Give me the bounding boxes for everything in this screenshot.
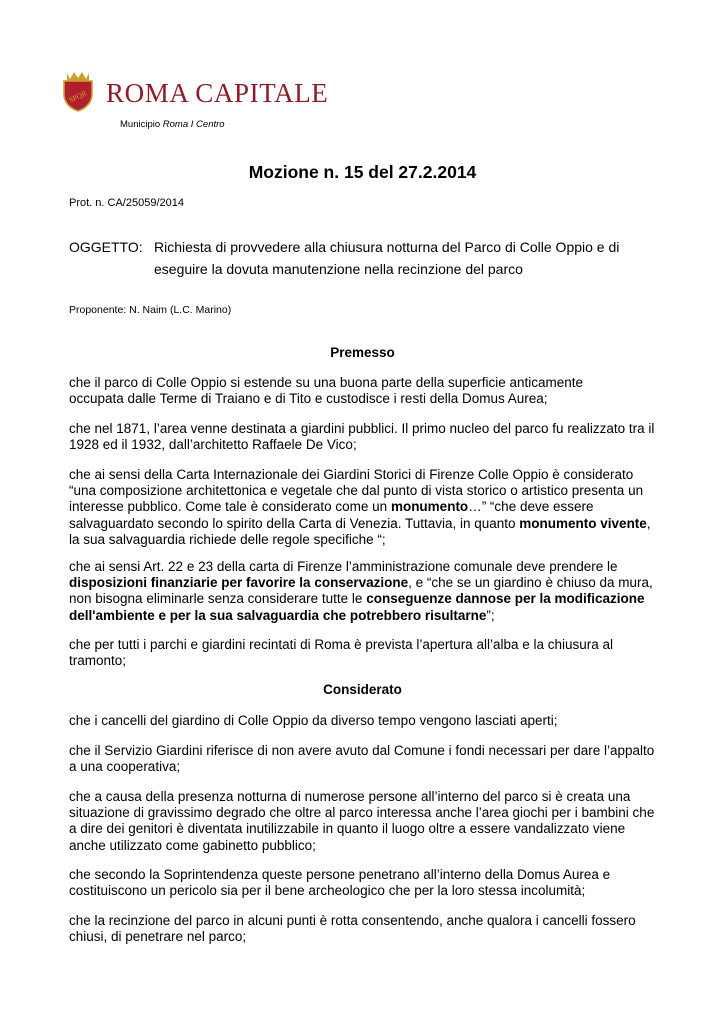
subject-line: eseguire la dovuta manutenzione nella recinzione del parco bbox=[154, 260, 523, 277]
section-heading-premesso: Premesso bbox=[330, 345, 395, 360]
paragraph: che il parco di Colle Oppio si estende su una buona parte della superficie anticamente occupata dalle Terme di Traiano e di Tito e custodisce i resti della Domus Aurea; bbox=[69, 375, 584, 407]
paragraph: che nel 1871, l’area venne destinata a giardini pubblici. Il primo nucleo del parco fu realizzato tra il 1928 ed il 1932, dall’architetto Raffaele De Vico; bbox=[69, 421, 655, 453]
municipio-label: Municipio Roma I Centro bbox=[120, 119, 225, 130]
subject-label: OGGETTO: bbox=[69, 239, 143, 255]
paragraph: che a causa della presenza notturna di numerose persone all’interno del parco si è creata una situazione di gravissimo degrado che oltre al parco interessa anche l’area giochi per i bambini che a dire dei genitori è diventata inutilizzabile in quanto il luogo oltre a essere vandalizzato viene anche utilizzato come gabinetto pubblico; bbox=[69, 789, 655, 853]
logo-text: ROMA CAPITALE bbox=[106, 78, 329, 108]
svg-text:SPQR: SPQR bbox=[67, 88, 89, 105]
paragraph: che il Servizio Giardini riferisce di non avere avuto dal Comune i fondi necessari per dare l’appalto a una cooperativa; bbox=[69, 743, 655, 775]
paragraph: che ai sensi della Carta Internazionale dei Giardini Storici di Firenze Colle Oppio è considerato “una composizione architettonica e vegetale che dal punto di vista storico o artistico presenta un interesse pubblico. Come tale è considerato come un monumento…” “che deve essere salvaguardato secondo lo spirito della Carta di Venezia. Tuttavia, in quanto monumento vivente, la sua salvaguardia richiede delle regole specifiche “; bbox=[69, 467, 651, 547]
paragraph: che ai sensi Art. 22 e 23 della carta di Firenze l’amministrazione comunale deve prendere le disposizioni finanziarie per favorire la conservazione, e “che se un giardino è chiuso da mura, non bisogna eliminarle senza considerare tutte le conseguenze dannose per la modificazione dell'ambiente e per la sua salvaguardia che potrebbero risultarne”; bbox=[69, 559, 653, 623]
subject-line: Richiesta di provvedere alla chiusura notturna del Parco di Colle Oppio e di bbox=[154, 239, 620, 255]
paragraph: che la recinzione del parco in alcuni punti è rotta consentendo, anche qualora i cancelli fossero chiusi, di penetrare nel parco; bbox=[69, 913, 636, 945]
section-heading-considerato: Considerato bbox=[323, 682, 402, 697]
paragraph: che secondo la Soprintendenza queste persone penetrano all’interno della Domus Aurea e costituiscono un pericolo sia per il bene archeologico che per la loro stessa incolumità; bbox=[69, 867, 611, 899]
proponente: Proponente: N. Naim (L.C. Marino) bbox=[69, 304, 232, 316]
subject-block bbox=[69, 237, 669, 280]
page-title: Mozione n. 15 del 27.2.2014 bbox=[248, 162, 477, 182]
paragraph: che i cancelli del giardino di Colle Oppio da diverso tempo vengono lasciati aperti; bbox=[69, 713, 558, 728]
roma-capitale-emblem-icon bbox=[60, 70, 96, 112]
protocol-number: Prot. n. CA/25059/2014 bbox=[69, 197, 184, 209]
paragraph: che per tutti i parchi e giardini recintati di Roma è prevista l’apertura all’alba e la chiusura al tramonto; bbox=[69, 637, 614, 669]
